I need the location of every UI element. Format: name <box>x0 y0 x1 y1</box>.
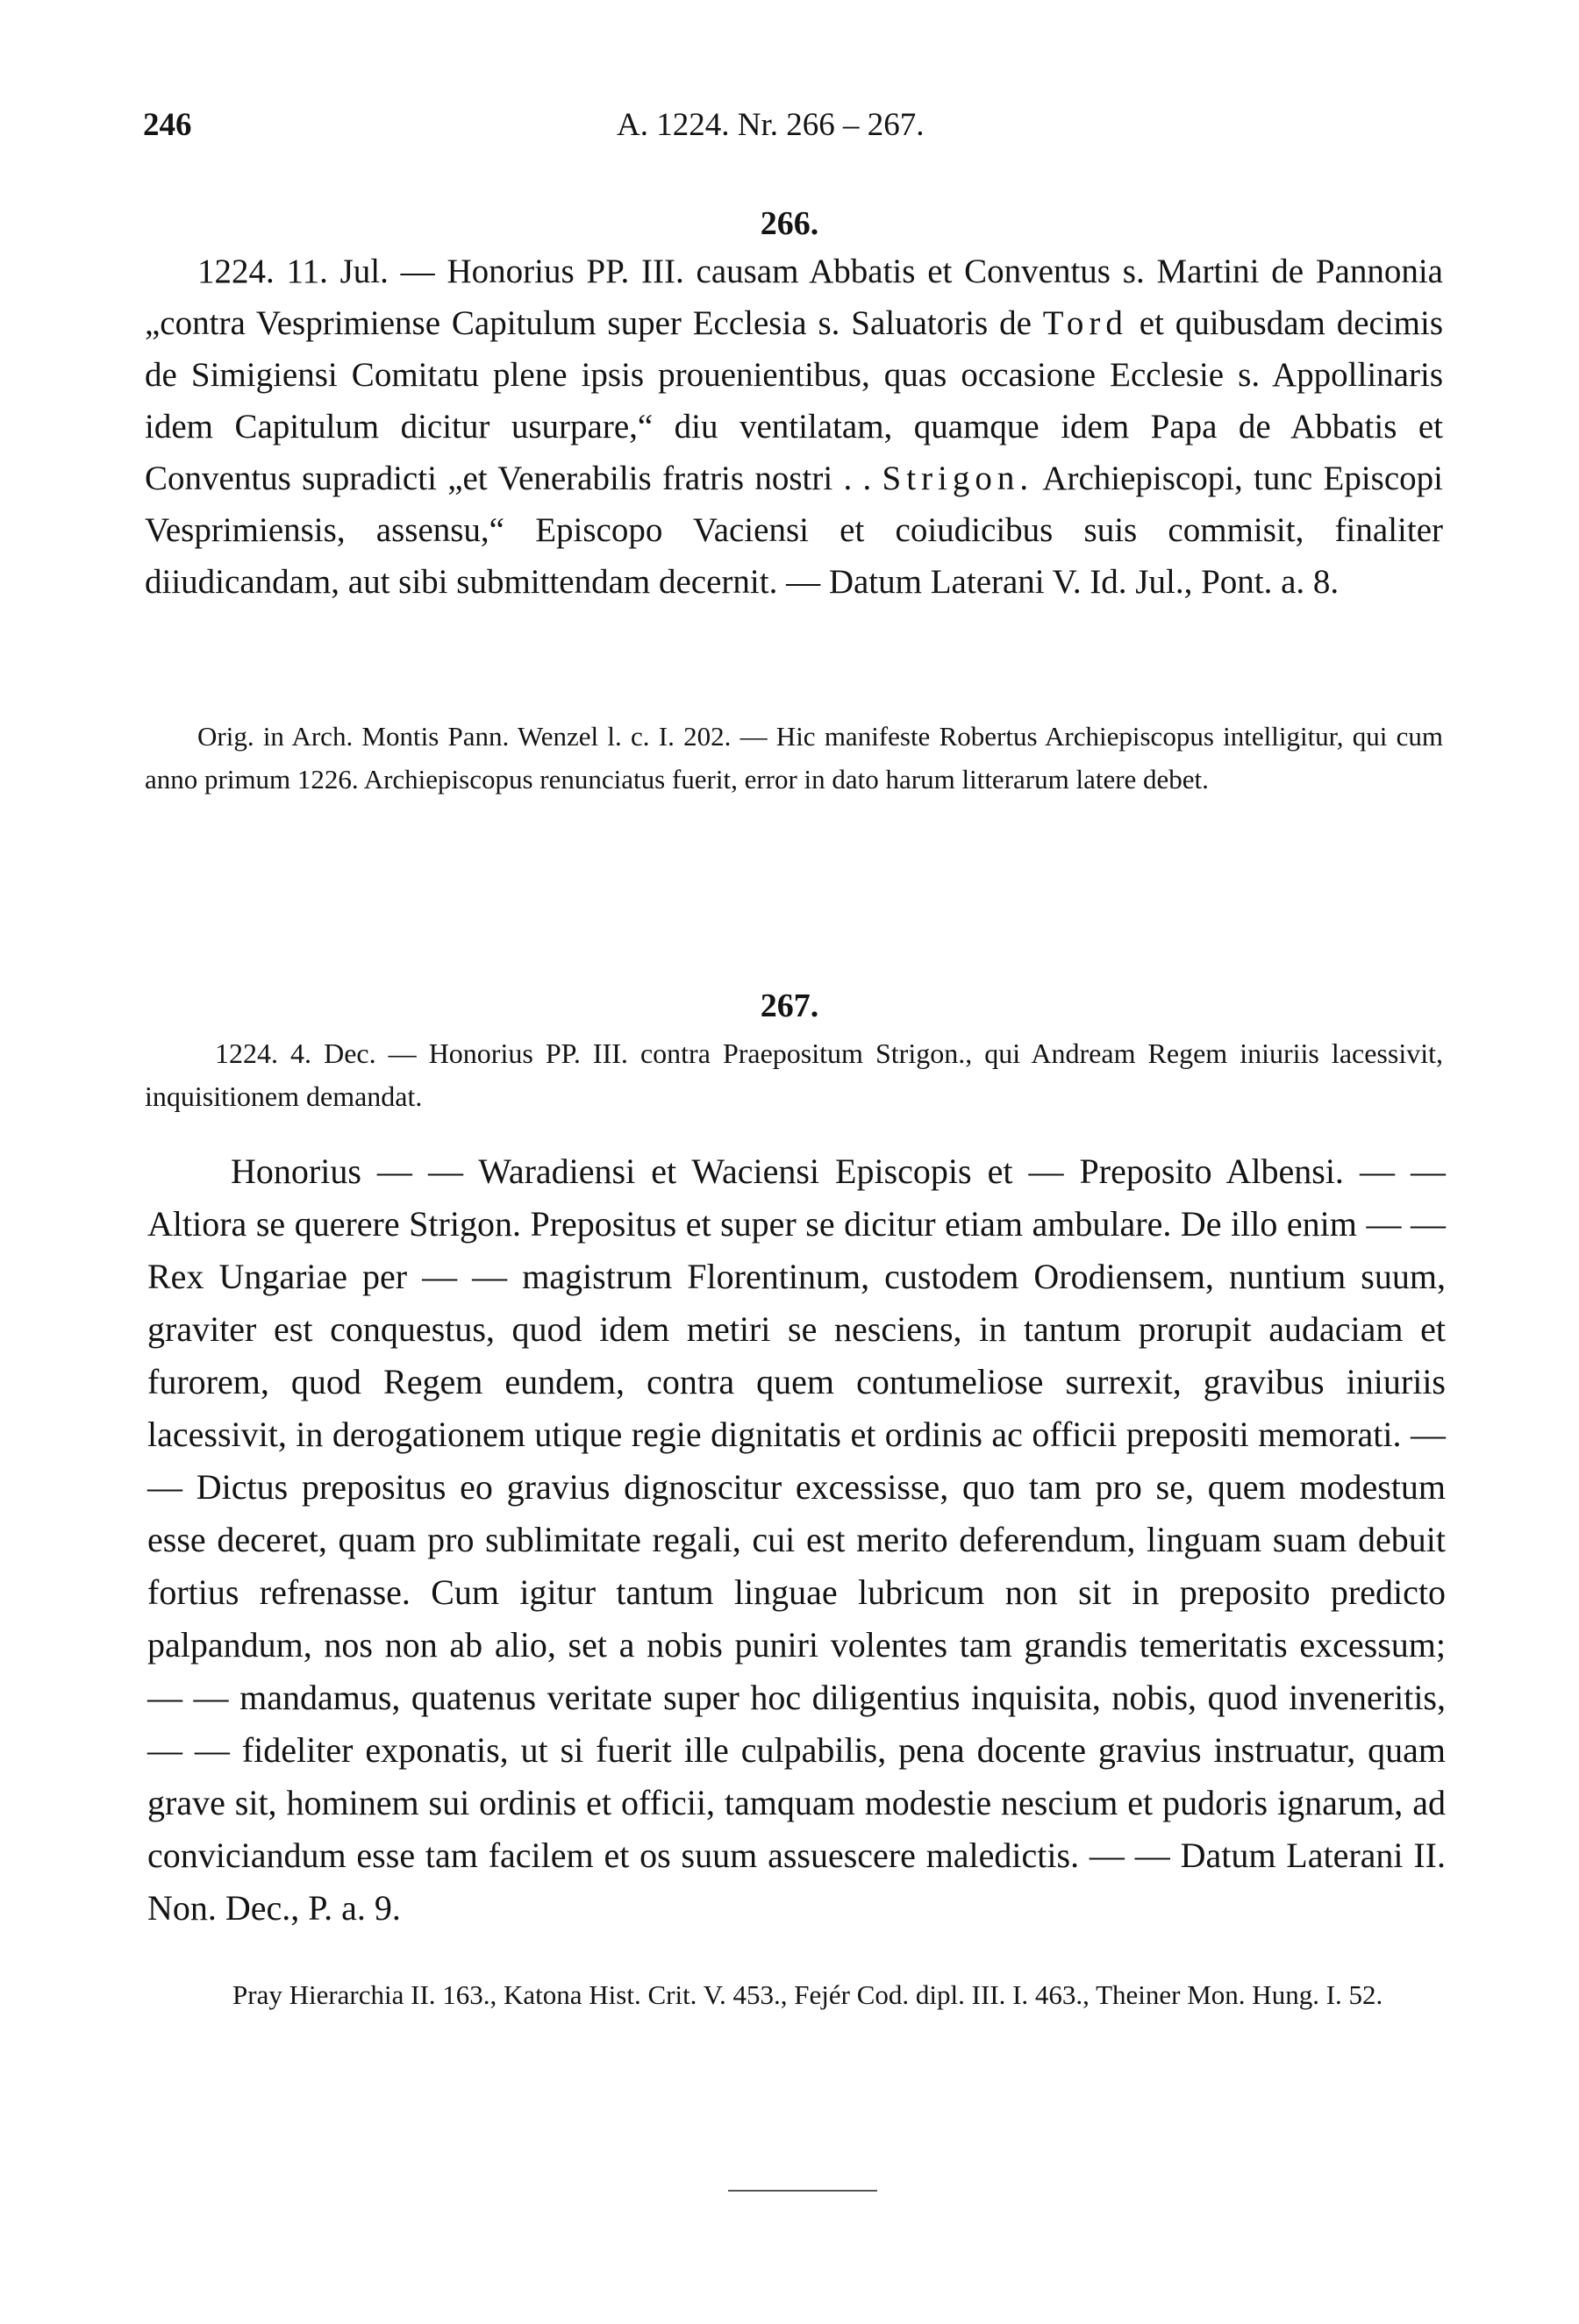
letter-text-267: Honorius — — Waradiensi et Waciensi Episcopis et — Preposito Albensi. — — Altiora se querere Strigon. Prepositus et super se dicitur etiam ambulare. De illo enim — — Rex Ungariae per — — magistrum Florentinum, custodem Orodiensem, nuntium suum, graviter est conquestus, quod idem metiri se nesciens, in tantum prorupit audaciam et furorem, quod Regem eundem, contra quem contumeliose surrexit, gravibus iniuriis lacessivit, in derogationem utique regie dignitatis et ordinis ac officii prepositi memorati. — — Dictus prepositus eo gravius dignoscitur excessisse, quo tam pro se, quem modestum esse deceret, quam pro sublimitate regali, cui est merito deferendum, linguam suam debuit fortius refrenasse. Cum igitur tantum linguae lubricum non sit in preposito predicto palpandum, nos non ab alio, set a nobis puniri volentes tam grandis temeritatis excessum; — — mandamus, quatenus veritate super hoc diligentius inquisita, nobis, quod inveneritis, — — fideliter exponatis, ut si fuerit ille culpabilis, pena docente gravius instruatur, quam grave sit, hominem sui ordinis et officii, tamquam modestie nescium et pudoris ignarum, ad conviciandum esse tam facilem et os suum assuescere maledictis. — — Datum Laterani II. Non. Dec., P. a. 9. <box>147 1151 1446 1928</box>
regest-266-place-strigon: Strigon. <box>882 460 1034 497</box>
note-266: Orig. in Arch. Montis Pann. Wenzel l. c. I. 202. — Hic manifeste Robertus Archiepiscopus intelligitur, qui cum anno primum 1226. Archiepiscopus renunciatus fuerit, error in dato harum litterarum latere debet. <box>145 721 1443 795</box>
running-head-title: A. 1224. Nr. 266 – 267. <box>617 107 925 143</box>
regest-266-part-1: 1224. 11. Jul. — Honorius PP. III. causam Abbatis et Conventus s. Martini de Pannonia „contra Vesprimiense Capitulum super Ecclesia s. Saluatoris de <box>145 253 1443 342</box>
regest-266-place-tord: Tord <box>1042 304 1128 342</box>
document-number-266: 266. <box>760 205 819 242</box>
running-head <box>143 103 1441 147</box>
regest-267: 1224. 4. Dec. — Honorius PP. III. contra Praepositum Strigon., qui Andream Regem iniuriis lacessivit, inquisitionem demandat. <box>145 1037 1443 1112</box>
regest-266-part-2: et quibusdam decimis de Simigiensi Comitatu plene ipsis prouenientibus, quas occasione Ecclesie s. Appollinaris idem Capitulum dicitur usurpare,“ diu ventilatam, quamque idem Papa de Abbatis et Conventus supradicti „et Venerabilis fratris nostri . . <box>145 304 1444 497</box>
end-rule <box>728 2190 877 2192</box>
regest-266-part-3: Archiepiscopi, tunc Episcopi Vesprimiensis, assensu,“ Episcopo Vaciensi et coiudicibus suis commisit, finaliter diiudicandam, aut sibi submittendam decernit. — Datum Laterani V. Id. Jul., Pont. a. 8. <box>145 460 1443 601</box>
document-number-267: 267. <box>760 987 819 1024</box>
regest-266 <box>145 246 1443 608</box>
page-number: 246 <box>143 107 192 143</box>
bibliography-267: Pray Hierarchia II. 163., Katona Hist. Crit. V. 453., Fejér Cod. dipl. III. I. 463., Theiner Mon. Hung. I. 52. <box>232 1979 1383 2010</box>
